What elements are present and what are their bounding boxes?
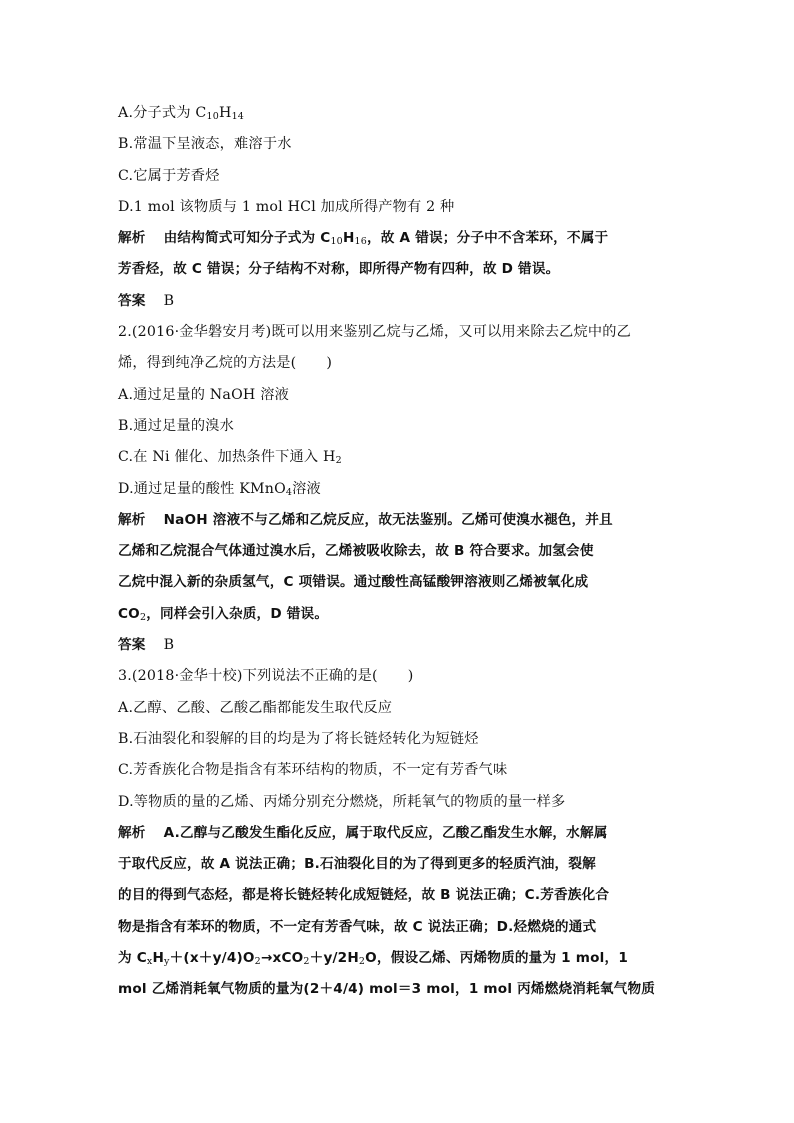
q2-stem-line-2: 烯，得到纯净乙烷的方法是( )	[118, 355, 333, 372]
q2-answer: 答案 B	[118, 637, 175, 654]
q1-option-a: A.分子式为 $C_{10}H_{14}$	[118, 105, 245, 122]
q1-analysis-line-1: 解析 由结构简式可知分子式为 $C_{10}H_{16}$，故 A 错误；分子中不含苯环，不属于	[118, 230, 609, 248]
q2-option-d: D.通过足量的酸性 KMnO$_4$溶液	[118, 480, 321, 498]
q3-analysis-line-2: 于取代反应，故 A 说法正确；B.石油裂化目的为了得到更多的轻质汽油，裂解	[118, 856, 596, 873]
q2-analysis-line-1: 解析 NaOH 溶液不与乙烯和乙烷反应，故无法鉴别。乙烯可使溴水褪色，并且	[118, 511, 613, 528]
q1-option-d: D.1 mol 该物质与 1 mol HCl 加成所得产物有 2 种	[118, 198, 455, 215]
q3-analysis-line-5: 为 $C_xH_y+(x+y/4)O_2\to xCO_2+y/2H_2O$，假设乙烯、丙烯物质的量为 1 mol，1	[118, 950, 628, 968]
q3-option-d: D.等物质的量的乙烯、丙烯分别充分燃烧，所耗氧气的物质的量一样多	[118, 793, 566, 810]
q2-analysis-line-2: 乙烯和乙烷混合气体通过溴水后，乙烯被吸收除去，故 B 符合要求。加氢会使	[118, 543, 594, 560]
q1-answer: 答案 B	[118, 292, 175, 309]
q3-option-b: B.石油裂化和裂解的目的均是为了将长链烃转化为短链烃	[118, 730, 479, 747]
document-page	[118, 98, 678, 1006]
q2-option-a: A.通过足量的 NaOH 溶液	[118, 386, 289, 403]
q3-analysis-line-1: 解析 A.乙醇与乙酸发生酯化反应，属于取代反应，乙酸乙酯发生水解，水解属	[118, 824, 608, 841]
q3-stem: 3.(2018·金华十校)下列说法不正确的是( )	[118, 668, 414, 685]
q3-option-c: C.芳香族化合物是指含有苯环结构的物质，不一定有芳香气味	[118, 762, 508, 779]
q2-analysis-line-3: 乙烷中混入新的杂质氢气，C 项错误。通过酸性高锰酸钾溶液则乙烯被氧化成	[118, 574, 589, 591]
q2-option-b: B.通过足量的溴水	[118, 417, 235, 434]
q3-analysis-line-3: 的目的得到气态烃，都是将长链烃转化成短链烃，故 B 说法正确；C.芳香族化合	[118, 887, 610, 904]
q3-analysis-line-4: 物是指含有苯环的物质，不一定有芳香气味，故 C 说法正确；D.烃燃烧的通式	[118, 918, 597, 935]
q3-option-a: A.乙醇、乙酸、乙酸乙酯都能发生取代反应	[118, 699, 393, 716]
q1-option-c: C.它属于芳香烃	[118, 167, 220, 184]
q1-option-b: B.常温下呈液态，难溶于水	[118, 136, 292, 153]
q2-option-c: C.在 Ni 催化、加热条件下通入 $H_2$	[118, 449, 342, 467]
q1-analysis-line-2: 芳香烃，故 C 错误；分子结构不对称，即所得产物有四种，故 D 错误。	[118, 261, 560, 278]
q3-analysis-line-6: mol 乙烯消耗氧气物质的量为(2＋4/4) mol＝3 mol，1 mol 丙烯燃烧消耗氧气物质	[118, 981, 656, 998]
q2-analysis-line-4: $CO_2$，同样会引入杂质，D 错误。	[118, 605, 329, 623]
q2-stem-line-1: 2.(2016·金华磐安月考)既可以用来鉴别乙烷与乙烯，又可以用来除去乙烷中的乙	[118, 324, 632, 341]
